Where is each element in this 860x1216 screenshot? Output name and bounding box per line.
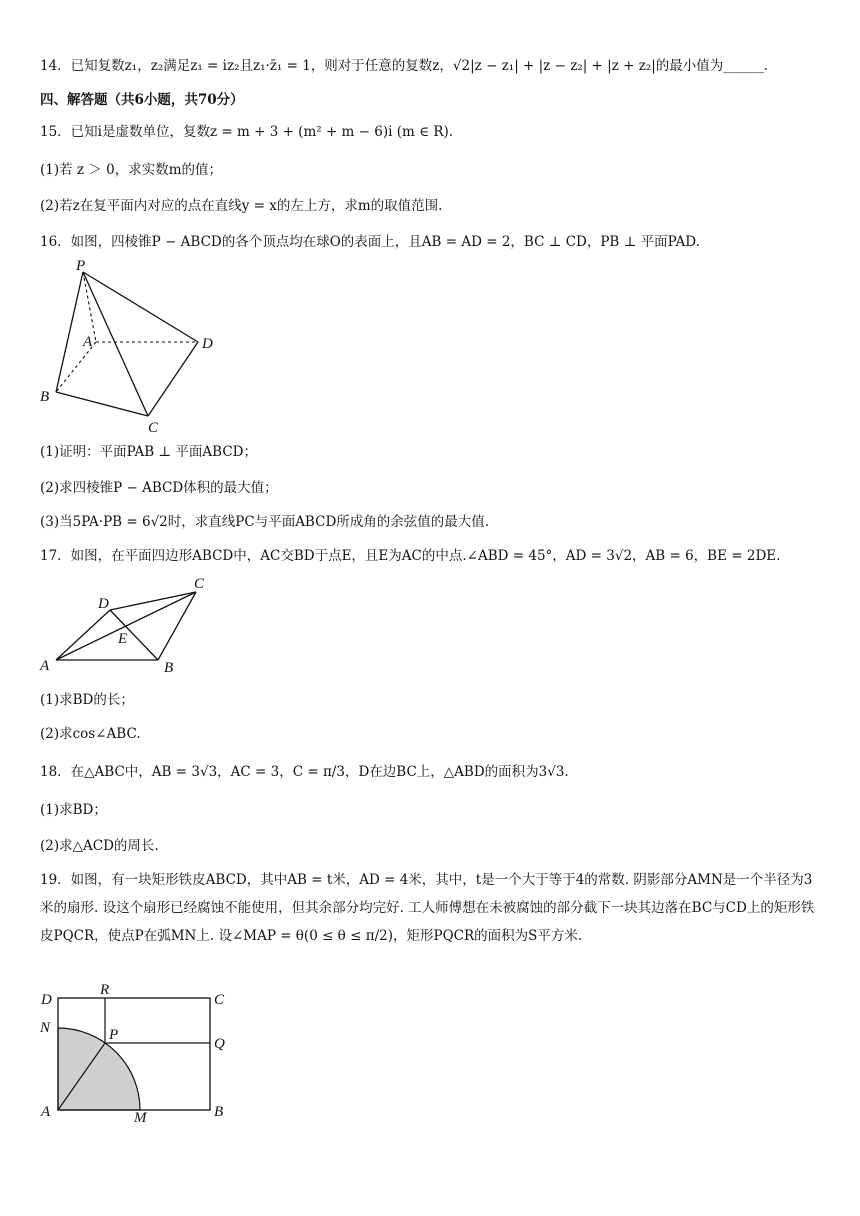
label-r: R [100,984,110,998]
question-17-part-2: (2)求cos∠ABC. [40,726,141,742]
label-m: M [134,1110,147,1124]
quadrilateral-figure [36,572,226,682]
question-18-part-2: (2)求△ACD的周长. [40,838,159,854]
rectangle-sector-figure [36,984,236,1124]
sector-amn [58,1028,140,1110]
question-15-part-2: (2)若z在复平面内对应的点在直线y = x的左上方，求m的取值范围. [40,198,443,214]
label-e: E [118,631,128,647]
label-b: B [214,1104,224,1120]
question-17-part-1: (1)求BD的长； [40,692,134,708]
question-15-stem: 15．已知i是虚数单位，复数z = m + 3 + (m² + m − 6)i (m ∈ R). [40,124,454,140]
label-a: A [83,334,93,350]
label-p: P [109,1027,119,1043]
question-14: 14．已知复数z₁，z₂满足z₁ = iz₂且z₁·z̄₁ = 1，则对于任意的复数z，√2|z − z₁| + |z − z₂| + |z + z₂|的最小值为______. [40,58,769,74]
question-18-stem: 18．在△ABC中，AB = 3√3，AC = 3，C = π/3，D在边BC上，△ABD的面积为3√3. [40,764,569,780]
side-cd [110,592,196,610]
label-n: N [40,1020,51,1036]
edge-bc [56,392,148,416]
edge-pb [56,272,83,392]
question-16-part-1: (1)证明：平面PAB ⊥ 平面ABCD； [40,444,257,460]
label-p: P [76,258,86,274]
label-d: D [41,992,52,1008]
edge-pa [83,272,96,342]
question-16-part-2: (2)求四棱锥P − ABCD体积的最大值； [40,480,278,496]
question-16-part-3: (3)当5PA·PB = 6√2时，求直线PC与平面ABCD所成角的余弦值的最大值. [40,514,490,530]
section-heading: 四、解答题（共6小题，共70分） [40,92,244,108]
edge-pc [83,272,148,416]
label-a: A [40,658,50,674]
label-d: D [98,596,109,612]
edge-pd [83,272,198,342]
label-c: C [214,992,225,1008]
edge-cd [148,342,198,416]
question-19-stem: 19．如图，有一块矩形铁皮ABCD，其中AB = t米，AD = 4米，其中，t是一个大于等于4的常数. 阴影部分AMN是一个半径为3米的扇形. 设这个扇形已经腐蚀不能使用，但其余部分均完好. 工人师傅想在未被腐蚀的部分截下一块其边落在BC与CD上的矩形铁皮PQCR，使点P在弧MN上. 设∠MAP = θ(0 ≤ θ ≤ π/2)，矩形PQCR的面积为S平方米. [40,872,815,944]
label-b: B [164,660,174,676]
label-q: Q [214,1036,225,1052]
label-c: C [194,576,205,592]
label-d: D [202,336,213,352]
question-16-stem: 16．如图，四棱锥P − ABCD的各个顶点均在球O的表面上，且AB = AD = 2，BC ⊥ CD，PB ⊥ 平面PAD. [40,234,700,250]
label-a: A [41,1104,51,1120]
label-b: B [40,389,50,405]
pyramid-figure [38,256,238,436]
label-c: C [148,420,159,436]
side-bc [158,592,196,660]
question-18-part-1: (1)求BD； [40,802,107,818]
side-da [56,610,110,660]
question-17-stem: 17．如图，在平面四边形ABCD中，AC交BD于点E，且E为AC的中点.∠ABD = 45°，AD = 3√2，AB = 6，BE = 2DE. [40,548,781,564]
question-15-part-1: (1)若 z ＞ 0，求实数m的值； [40,162,222,178]
